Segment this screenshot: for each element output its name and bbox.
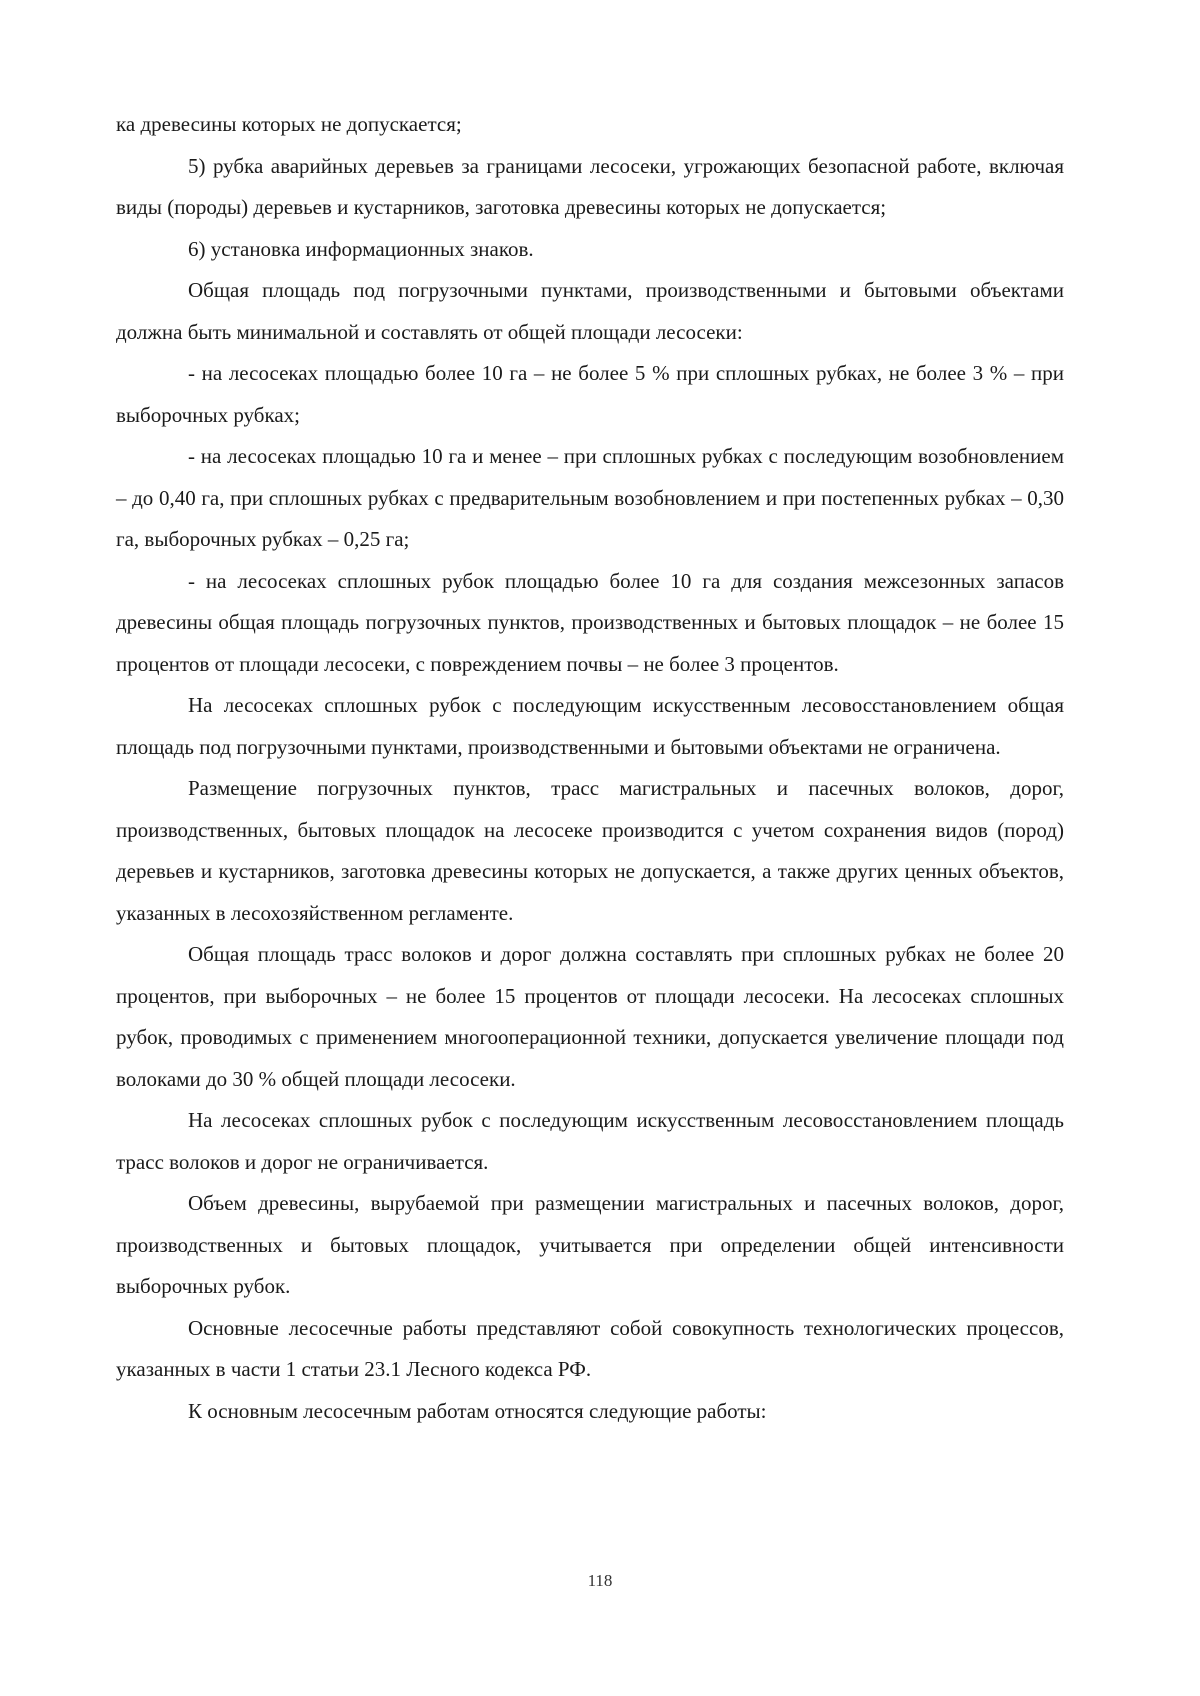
- paragraph: 6) установка информационных знаков.: [188, 236, 534, 261]
- document-body: [116, 104, 1064, 1432]
- paragraph: Основные лесосечные работы представляют собой совокупность технологических процессов, указанных в части 1 статьи 23.1 Лесного кодекса РФ.: [116, 1315, 1064, 1381]
- paragraph: Размещение погрузочных пунктов, трасс магистральных и пасечных волоков, дорог, производственных, бытовых площадок на лесосеке производится с учетом сохранения видов (пород) деревьев и кустарников, заготовка древесины которых не допускается, а также других ценных объектов, указанных в лесохозяйственном регламенте.: [116, 776, 1064, 925]
- paragraph: - на лесосеках площадью 10 га и менее – при сплошных рубках с последующим возобновлением – до 0,40 га, при сплошных рубках с предварительным возобновлением и при постепенных рубках – 0,30 га, выборочных рубках – 0,25 га;: [116, 444, 1064, 551]
- paragraph: - на лесосеках площадью более 10 га – не более 5 % при сплошных рубках, не более 3 % – при выборочных рубках;: [116, 361, 1064, 427]
- paragraph: К основным лесосечным работам относятся следующие работы:: [188, 1398, 767, 1423]
- paragraph: На лесосеках сплошных рубок с последующим искусственным лесовосстановлением общая площадь под погрузочными пунктами, производственными и бытовыми объектами не ограничена.: [116, 693, 1064, 759]
- paragraph: Общая площадь под погрузочными пунктами, производственными и бытовыми объектами должна быть минимальной и составлять от общей площади лесосеки:: [116, 278, 1064, 344]
- paragraph: На лесосеках сплошных рубок с последующим искусственным лесовосстановлением площадь трасс волоков и дорог не ограничивается.: [116, 1108, 1064, 1174]
- paragraph: ка древесины которых не допускается;: [116, 112, 462, 136]
- paragraph: Объем древесины, вырубаемой при размещении магистральных и пасечных волоков, дорог, производственных и бытовых площадок, учитывается при определении общей интенсивности выборочных рубок.: [116, 1191, 1064, 1298]
- paragraph: Общая площадь трасс волоков и дорог должна составлять при сплошных рубках не более 20 процентов, при выборочных – не более 15 процентов от площади лесосеки. На лесосеках сплошных рубок, проводимых с применением многооперационной техники, допускается увеличение площади под волоками до 30 % общей площади лесосеки.: [116, 942, 1064, 1091]
- paragraph: - на лесосеках сплошных рубок площадью более 10 га для создания межсезонных запасов древесины общая площадь погрузочных пунктов, производственных и бытовых площадок – не более 15 процентов от площади лесосеки, с повреждением почвы – не более 3 процентов.: [116, 568, 1064, 676]
- page-number: 118: [587, 1571, 613, 1590]
- paragraph: 5) рубка аварийных деревьев за границами лесосеки, угрожающих безопасной работе, включая виды (породы) деревьев и кустарников, заготовка древесины которых не допускается;: [116, 153, 1064, 219]
